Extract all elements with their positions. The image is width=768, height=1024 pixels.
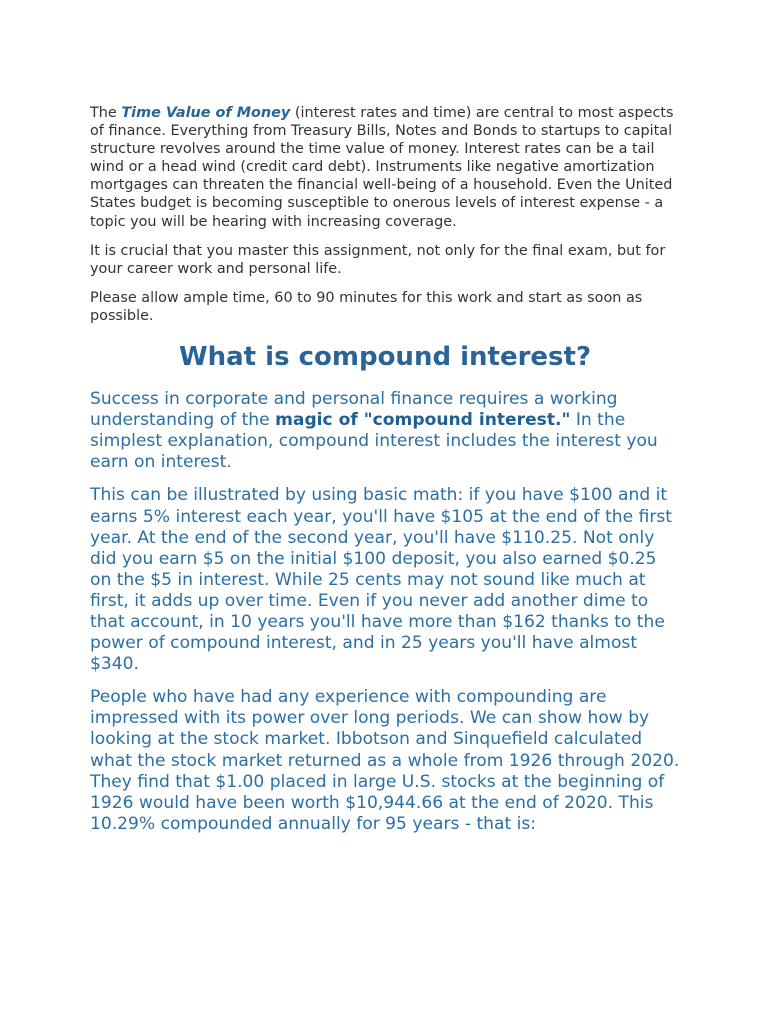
- section-heading: What is compound interest?: [178, 342, 592, 373]
- intro-p1-rest: (interest rates and time) are central to most aspects of finance. Everything from Treasury Bills, Notes and Bonds to startups to capital structure revolves around the time value of money. Interest rates can be a tail wind or a head wind (credit card debt). Instruments like negative amortization mortgages can threaten the financial well-being of a household. Even the United States budget is becoming susceptible to onerous levels of interest expense - a topic you will be hearing with increasing coverage.: [90, 105, 674, 230]
- body-paragraph-3: People who have had any experience with compounding are impressed with its power over long periods. We can show how by looking at the stock market. Ibbotson and Sinquefield calculated what the stock market returned as a whole from 1926 through 2020. They find that $1.00 placed in large U.S. stocks at the beginning of 1926 would have been worth $10,944.66 at the end of 2020. This 10.29% compounded annually for 95 years - that is:: [90, 687, 680, 834]
- magic-of-compound-interest: magic of "compound interest.": [275, 410, 571, 431]
- body-p1-start: Success in corporate and personal finance requires a working understanding of the: [90, 389, 618, 431]
- body-p1-rest: In the simplest explanation, compound interest includes the interest you earn on interest.: [90, 410, 658, 473]
- intro-p1-start: The: [90, 105, 122, 121]
- intro-paragraph-2: It is crucial that you master this assignment, not only for the final exam, but for your career work and personal life.: [90, 242, 666, 277]
- compound-interest-section: [90, 389, 680, 835]
- document-page: [90, 104, 680, 835]
- body-paragraph-2: This can be illustrated by using basic math: if you have $100 and it earns 5% interest each year, you'll have $105 at the end of the first year. At the end of the second year, you'll have $110.25. Not only did you earn $5 on the initial $100 deposit, you also earned $0.25 on the $5 in interest. While 25 cents may not sound like much at first, it adds up over time. Even if you never add another dime to that account, in 10 years you'll have more than $162 thanks to the power of compound interest, and in 25 years you'll have almost $340.: [90, 485, 672, 675]
- body-paragraph-1: [90, 389, 680, 473]
- intro-paragraph-1: [90, 104, 680, 231]
- time-value-of-money-term: Time Value of Money: [121, 105, 291, 121]
- intro-paragraph-3: Please allow ample time, 60 to 90 minutes for this work and start as soon as possible.: [90, 289, 643, 324]
- intro-section: [90, 104, 680, 325]
